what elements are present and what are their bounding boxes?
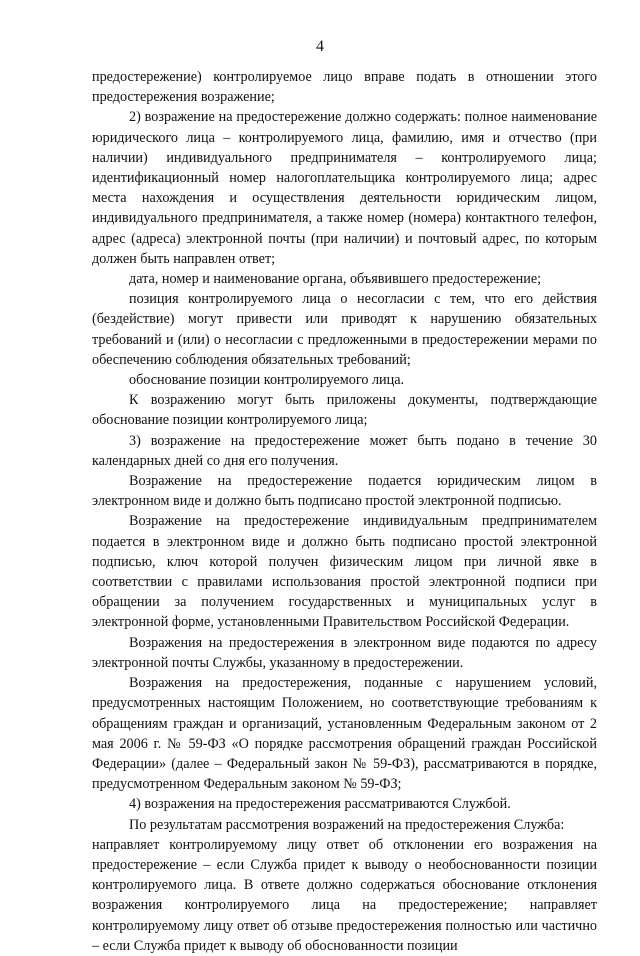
paragraph: 3) возражение на предостережение может быть подано в течение 30 календарных дней со дня его получения. — [92, 432, 597, 469]
page-number: 4 — [316, 38, 324, 55]
paragraph: Возражения на предостережения в электронном виде подаются по адресу электронной почты Службы, указанному в предостережении. — [92, 634, 597, 671]
paragraph: обоснование позиции контролируемого лица. — [129, 372, 405, 389]
paragraph: Возражение на предостережение индивидуальным предпринимателем подается в электронном виде и должно быть подписано простой электронной подписью, ключ которой получен физическим лицом при личной явке в соответствии с правилами использования простой электронной подписи при обращении за получением государственных и муниципальных услуг в электронной форме, установленными Правительством Российской Федерации. — [92, 513, 597, 631]
paragraph: дата, номер и наименование органа, объявившего предостережение; — [129, 271, 542, 288]
document-body — [92, 67, 597, 956]
paragraph: 2) возражение на предостережение должно содержать: полное наименование юридического лица – контролируемого лица, фамилию, имя и отчество (при наличии) индивидуального предпринимателя – контролируемого лица; идентификационный номер налогоплательщика контролируемого лица; адрес места нахождения и осуществления деятельности юридическим лицом, индивидуального предпринимателя, а также номер (номера) контактного телефон, адрес (адреса) электронной почты (при наличии) и почтовый адрес, по которым должен быть направлен ответ; — [92, 109, 597, 267]
paragraph: предостережение) контролируемое лицо вправе подать в отношении этого предостережения возражение; — [92, 69, 597, 106]
paragraph: позиция контролируемого лица о несогласии с тем, что его действия (бездействие) могут привести или приводят к нарушению обязательных требований и (или) о несогласии с предложенными в предостережении мерами по обеспечению соблюдения обязательных требований; — [92, 291, 597, 368]
paragraph: Возражения на предостережения, поданные с нарушением условий, предусмотренных настоящим Положением, но соответствующие требованиям к обращениям граждан и организаций, установленным Федеральным законом от 2 мая 2006 г. № 59-ФЗ «О порядке рассмотрения обращений граждан Российской Федерации» (далее – Федеральный закон № 59-ФЗ), рассматриваются в порядке, предусмотренном Федеральным законом № 59-ФЗ; — [92, 675, 597, 793]
paragraph: направляет контролируемому лицу ответ об отклонении его возражения на предостережение – если Служба придет к выводу о необоснованности позиции контролируемого лица. В ответе должно содержаться обоснование отклонения возражения контролируемого лица на предостережение; направляет контролируемому лицу ответ об отзыве предостережения полностью или частично – если Служба придет к выводу об обоснованности позиции — [92, 836, 597, 954]
paragraph: К возражению могут быть приложены документы, подтверждающие обоснование позиции контролируемого лица; — [92, 392, 597, 429]
paragraph: Возражение на предостережение подается юридическим лицом в электронном виде и должно быть подписано простой электронной подписью. — [92, 473, 597, 510]
paragraph: По результатам рассмотрения возражений на предостережения Служба: — [129, 816, 565, 833]
paragraph: 4) возражения на предостережения рассматриваются Службой. — [129, 796, 511, 813]
